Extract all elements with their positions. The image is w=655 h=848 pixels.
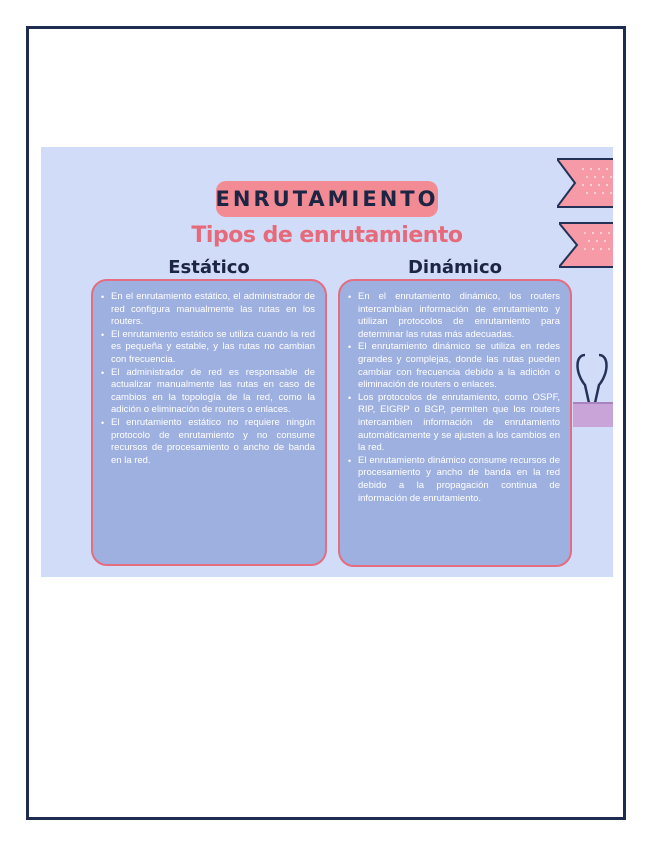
static-heading: Estático xyxy=(168,257,250,278)
list-item: • El enrutamiento estático se utiliza cuando la red es pequeña y estable, y las rutas no cambian con frecuencia. xyxy=(111,329,315,367)
list-item: • El enrutamiento dinámico se utiliza en redes grandes y complejas, donde las rutas pueden cambiar con frecuencia debido a la adición o eliminación de routers o enlaces. xyxy=(358,341,560,391)
dynamic-routing-box xyxy=(338,279,572,567)
list-item: • En el enrutamiento estático, el administrador de red configura manualmente las rutas en los routers. xyxy=(111,291,315,329)
list-item: • El enrutamiento estático no requiere ningún protocolo de enrutamiento y no consume recursos de procesamiento o ancho de banda en la red. xyxy=(111,417,315,467)
dynamic-heading: Dinámico xyxy=(407,257,503,278)
slide-title: ENRUTAMIENTO xyxy=(215,187,439,211)
list-item: • Los protocolos de enrutamiento, como OSPF, RIP, EIGRP o BGP, permiten que los routers intercambien información de enrutamiento automáticamente y se ajusten a los cambios en la red. xyxy=(358,392,560,455)
list-item: • El administrador de red es responsable de actualizar manualmente las rutas en caso de cambios en la topología de la red, como la adición o eliminación de routers o enlaces. xyxy=(111,367,315,417)
ribbon-banner-icon xyxy=(557,155,613,211)
dynamic-bullet-list xyxy=(340,281,570,505)
list-item: • En el enrutamiento dinámico, los routers intercambian información de enrutamiento y utilizan protocolos de enrutamiento para determinar las rutas más adecuadas. xyxy=(358,291,560,341)
slide xyxy=(41,147,613,577)
slide-subtitle: Tipos de enrutamiento xyxy=(191,223,463,248)
static-routing-box xyxy=(91,279,327,566)
title-banner xyxy=(216,181,438,217)
list-item: • El enrutamiento dinámico consume recursos de procesamiento y ancho de banda en la red debido a la propagación continua de información de enrutamiento. xyxy=(358,455,560,505)
static-bullet-list xyxy=(93,281,325,467)
binder-clip-icon xyxy=(569,351,613,431)
